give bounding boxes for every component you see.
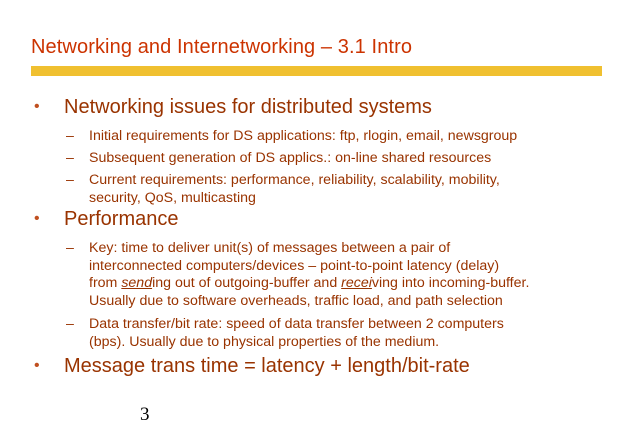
sub-dash: –	[66, 316, 74, 332]
sub-dash: –	[66, 172, 74, 188]
title-rule	[31, 66, 602, 76]
slide-title: Networking and Internetworking – 3.1 Intro	[31, 36, 413, 58]
bullet-dot: •	[34, 210, 40, 227]
bullet-text: Performance	[64, 208, 179, 230]
sub-text-line: interconnected computers/devices – point-to-point latency (delay)	[89, 257, 500, 274]
sub-text: Initial requirements for DS applications: ftp, rlogin, email, newsgroup	[89, 128, 518, 144]
sub-text-line	[89, 275, 529, 293]
sub-text-line: (bps). Usually due to physical properties of the medium.	[89, 333, 440, 350]
text-run: from	[89, 275, 122, 291]
sub-dash: –	[66, 240, 74, 256]
sub-text-line: security, QoS, multicasting	[89, 189, 256, 206]
sub-dash: –	[66, 128, 74, 144]
page-number: 3	[140, 404, 150, 425]
bullet-text: Message trans time = latency + length/bit-rate	[64, 355, 470, 377]
bullet-dot: •	[34, 98, 40, 115]
text-run: ving into incoming-buffer.	[371, 275, 530, 291]
sub-text-line: Usually due to software overheads, traffic load, and path selection	[89, 292, 503, 309]
bullet-text: Networking issues for distributed systems	[64, 96, 432, 118]
emphasis-recei: recei	[341, 275, 372, 291]
sub-text-line: Current requirements: performance, reliability, scalability, mobility,	[89, 172, 500, 188]
sub-text: Subsequent generation of DS applics.: on-line shared resources	[89, 150, 492, 166]
emphasis-send: send	[121, 275, 153, 291]
sub-text-line: Key: time to deliver unit(s) of messages between a pair of	[89, 240, 451, 256]
sub-text-line: Data transfer/bit rate: speed of data transfer between 2 computers	[89, 316, 504, 332]
sub-dash: –	[66, 150, 74, 166]
bullet-dot: •	[34, 357, 40, 374]
text-run: ing out of outgoing-buffer and	[152, 275, 342, 291]
